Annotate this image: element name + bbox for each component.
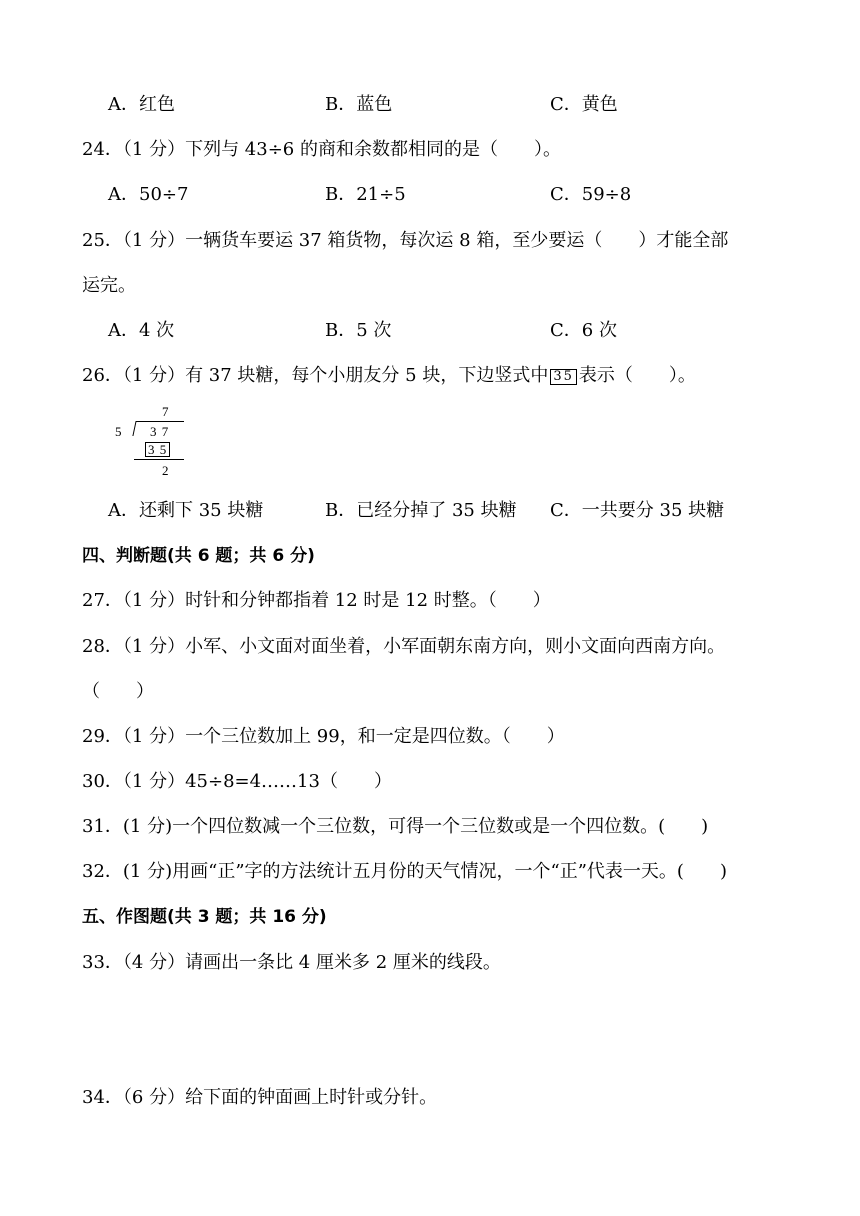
q25-line2: 运完。 [82, 275, 136, 296]
q26-boxed-number: 35 [550, 369, 577, 385]
q28-line1: 28．（1 分）小军、小文面对面坐着，小军面朝东南方向，则小文面向西南方向。 [82, 636, 726, 657]
division-subtract-line [134, 459, 184, 460]
division-remainder: 2 [162, 463, 169, 478]
long-division-figure [112, 404, 202, 484]
q25-line1: 25．（1 分）一辆货车要运 37 箱货物，每次运 8 箱，至少要运（ ）才能全部 [82, 230, 729, 251]
q30-text: 30．（1 分）45÷8=4……13（ ） [82, 771, 392, 792]
q33-text: 33．（4 分）请画出一条比 4 厘米多 2 厘米的线段。 [82, 952, 501, 973]
division-divisor: 5 [115, 424, 122, 439]
q25-option-b: B．5 次 [325, 320, 392, 341]
q32-text: 32．(1 分)用画“正”字的方法统计五月份的天气情况，一个“正”代表一天。( ) [82, 861, 727, 882]
division-dividend: 3 7 [150, 424, 170, 439]
q24-option-c: C．59÷8 [550, 184, 632, 205]
q26-option-c: C．一共要分 35 块糖 [550, 500, 725, 521]
q23-option-b: B．蓝色 [325, 94, 393, 115]
q24-option-a: A．50÷7 [108, 184, 189, 205]
division-quotient: 7 [162, 404, 169, 419]
section-4-heading: 四、判断题(共 6 题；共 6 分) [82, 546, 315, 566]
q25-option-c: C．6 次 [550, 320, 617, 341]
division-bracket-top [136, 421, 184, 422]
q34-text: 34．（6 分）给下面的钟面画上时针或分针。 [82, 1087, 438, 1108]
division-product-boxed: 3 5 [145, 442, 170, 457]
q26-option-a: A．还剩下 35 块糖 [108, 500, 264, 521]
q24-option-b: B．21÷5 [325, 184, 406, 205]
q29-text: 29．（1 分）一个三位数加上 99，和一定是四位数。（ ） [82, 726, 565, 747]
q27-text: 27．（1 分）时针和分钟都指着 12 时是 12 时整。（ ） [82, 590, 551, 611]
q26-option-b: B．已经分掉了 35 块糖 [325, 500, 517, 521]
q31-text: 31．(1 分)一个四位数减一个三位数，可得一个三位数或是一个四位数。( ) [82, 816, 709, 837]
q28-line2: （ ） [82, 681, 154, 702]
section-5-heading: 五、作图题(共 3 题；共 16 分) [82, 907, 327, 927]
q26-text-before: 26．（1 分）有 37 块糖，每个小朋友分 5 块，下边竖式中 [82, 365, 549, 386]
q23-option-c: C．黄色 [550, 94, 618, 115]
q25-option-a: A．4 次 [108, 320, 175, 341]
division-bracket-side [132, 421, 136, 436]
q23-option-a: A．红色 [108, 94, 175, 115]
q26-text [82, 364, 696, 388]
q26-text-after: 表示（ ）。 [578, 365, 696, 386]
q24-text: 24．（1 分）下列与 43÷6 的商和余数都相同的是（ ）。 [82, 139, 561, 160]
